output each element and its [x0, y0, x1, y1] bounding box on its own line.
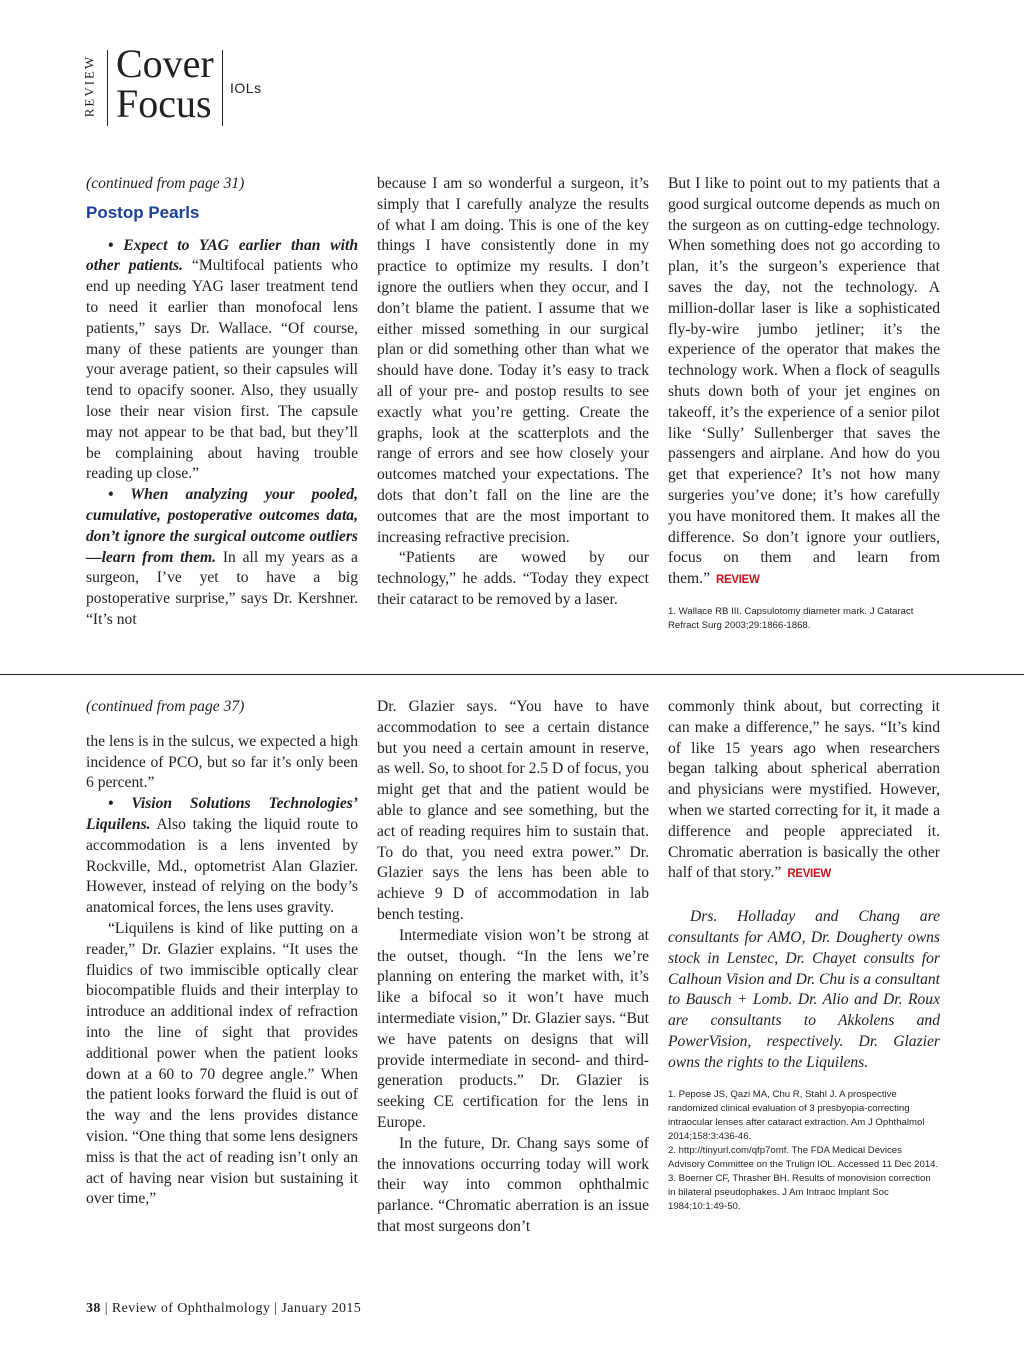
subhead: Postop Pearls: [86, 202, 200, 222]
bullet-paragraph: • Expect to YAG earlier than with other patients. “Multifocal patients who end up needing YAG laser treatment tend to need it earlier than monofocal lens patients,” says Dr. Wallace. “Of course, many of these patients are younger than your average patient, so their capsules will tend to opacify sooner. Also, they usually lose their near vision first. The capsule may not appear to be that bad, but they’ll be complaining about having trouble reading up close.”: [86, 236, 358, 483]
reference-item: 1. Wallace RB III. Capsulotomy diameter mark. J Cataract Refract Surg 2003;29:1866-1868.: [668, 605, 914, 631]
page-number: 38: [86, 1301, 101, 1316]
review-end-mark: REVIEW: [716, 574, 760, 587]
body-paragraph: In the future, Dr. Chang says some of the innovations occurring today will work their way into common ophthalmic parlance. “Chromatic aberration is an issue that most surgeons don’t: [377, 1134, 649, 1235]
body-paragraph: Dr. Glazier says. “You have to have accommodation to see a certain distance but you need a certain amount in reserve, as well. So, to shoot for 2.5 D of focus, you might get that and the patient would be able to glance and see something, but the act of reading requires him to sustain that. To do that, you need extra power.” Dr. Glazier says the lens has been able to achieve 9 D of accommodation in lab bench testing.: [377, 698, 649, 923]
continued-note: (continued from page 37): [86, 698, 245, 715]
section-tag: IOLs: [230, 80, 262, 96]
body-paragraph: “Liquilens is kind of like putting on a reader,” Dr. Glazier explains. “It uses the fluidics of two immiscible optically clear biocompatible fluids and their interplay to introduce an additional index of refraction into the line of sight that provides additional power when the patient looks down at a 60 to 70 degree angle.” When the patient looks forward the fluid is out of the way and the lens provides distance vision. “One thing that some lens designers miss is that the act of reading isn’t only an act of having near vision but sustaining it over time,”: [86, 919, 358, 1208]
body-paragraph: commonly think about, but correcting it can make a difference,” he says. “It’s kind of like 15 years ago when researchers began talking about spherical aberration and physicians were mystified. However, when we started correcting for it, it made a difference and people appreciated it. Chromatic aberration is basically the other half of that story.” REVIEW: [668, 698, 940, 882]
bullet-paragraph: • When analyzing your pooled, cumulative, postoperative outcomes data, don’t ignore the surgical outcome outliers—learn from them. In all my years as a surgeon, I’ve yet to have a big postoperative surprise,” says Dr. Kershner. “It’s not: [86, 486, 358, 628]
reference-item: 3. Boerner CF, Thrasher BH. Results of monovision correction in bilateral pseudophakes. J Am Intraoc Implant Soc 1984;10:1:49-50.: [668, 1172, 931, 1212]
review-end-mark: REVIEW: [787, 868, 831, 881]
section-label: REVIEW: [81, 54, 97, 118]
references: [668, 1088, 940, 1214]
header-divider: [107, 50, 108, 126]
header-divider: [222, 50, 223, 126]
bullet-paragraph: • Vision Solutions Technologies’ Liquilens. Also taking the liquid route to accommodation is a lens invented by Rockville, Md., optometrist Alan Glazier. However, instead of relying on the body’s anatomical forces, the lens uses gravity.: [86, 795, 358, 917]
body-paragraph: But I like to point out to my patients that a good surgical outcome depends as much on the surgeon as on cutting-edge technology. When something does not go according to plan, it’s the surgeon’s experience that saves the day, not the technology. A million-dollar laser is like a sophisticated fly-by-wire jumbo jetliner; it’s the experience of the operator that makes the technology work. When a flock of seagulls shuts down both of your jet engines on takeoff, it’s the experience of a senior pilot like ‘Sully’ Sullenberger that saves the passengers and airplane. And how do you get that experience? It’s not how many surgeries you’ve done; it’s how carefully you have monitored them. It makes all the difference. So don’t ignore your outliers, focus on them and learn from them.” REVIEW: [668, 175, 940, 588]
bottom-column-2: [377, 697, 649, 1238]
top-column-3: [668, 174, 940, 633]
top-column-1: [86, 174, 358, 631]
references: [668, 605, 940, 633]
section-title: Cover Focus: [116, 41, 214, 126]
continued-note: (continued from page 31): [86, 175, 245, 192]
reference-item: 2. http://tinyurl.com/qfp7omf. The FDA Medical Devices Advisory Committee on the Trulign IOL. Accessed 11 Dec 2014.: [668, 1144, 939, 1170]
article-divider: [0, 674, 1024, 675]
page-footer: 38 | Review of Ophthalmology | January 2015: [86, 1301, 362, 1316]
issue-date: January 2015: [281, 1301, 362, 1316]
disclosure: Drs. Holladay and Chang are consultants for AMO, Dr. Dougherty owns stock in Lenstec, Dr. Chayet consults for Calhoun Vision and Dr. Chu is a consultant to Bausch + Lomb. Dr. Alio and Dr. Roux are consultants to Akkolens and PowerVision, respectively. Dr. Glazier owns the rights to the Liquilens.: [668, 908, 940, 1071]
top-column-2: [377, 174, 649, 611]
body-paragraph: because I am so wonderful a surgeon, it’s simply that I carefully analyze the results of what I am doing. This is one of the key things I have consistently done in my practice to optimize my results. I don’t ignore the outliers when they occur, and I don’t blame the patient. I assume that we either missed something in our surgical plan or did something other than what we should have done. Today it’s easy to track all of your pre- and postop results to see exactly what you’re getting. Create the graphs, look at the scatterplots and the range of errors and see how closely your outcomes matched your expectations. The dots that don’t fall on the line are the outcomes that are the most important to increasing refractive precision.: [377, 175, 649, 546]
body-paragraph: “Patients are wowed by our technology,” he adds. “Today they expect their cataract to be removed by a laser.: [377, 549, 649, 608]
magazine-name: Review of Ophthalmology: [111, 1301, 271, 1316]
bottom-column-3: [668, 697, 940, 1214]
body-paragraph: the lens is in the sulcus, we expected a high incidence of PCO, but so far it’s only been 6 percent.”: [86, 732, 358, 792]
reference-item: 1. Pepose JS, Qazi MA, Chu R, Stahl J. A prospective randomized clinical evaluation of 3 presbyopia-correcting intraocular lenses after cataract extraction. Am J Ophthalmol 2014;158:3:436-46.: [668, 1088, 925, 1142]
body-paragraph: Intermediate vision won’t be strong at the outset, though. “In the lens we’re planning on entering the market with, it’s like a bifocal so it won’t have much intermediate vision,” Dr. Glazier says. “But we have patents on designs that will provide intermediate in second- and third-generation products.” Dr. Glazier is seeking CE certification for the lens in Europe.: [377, 926, 649, 1131]
bottom-column-1: [86, 697, 358, 1210]
